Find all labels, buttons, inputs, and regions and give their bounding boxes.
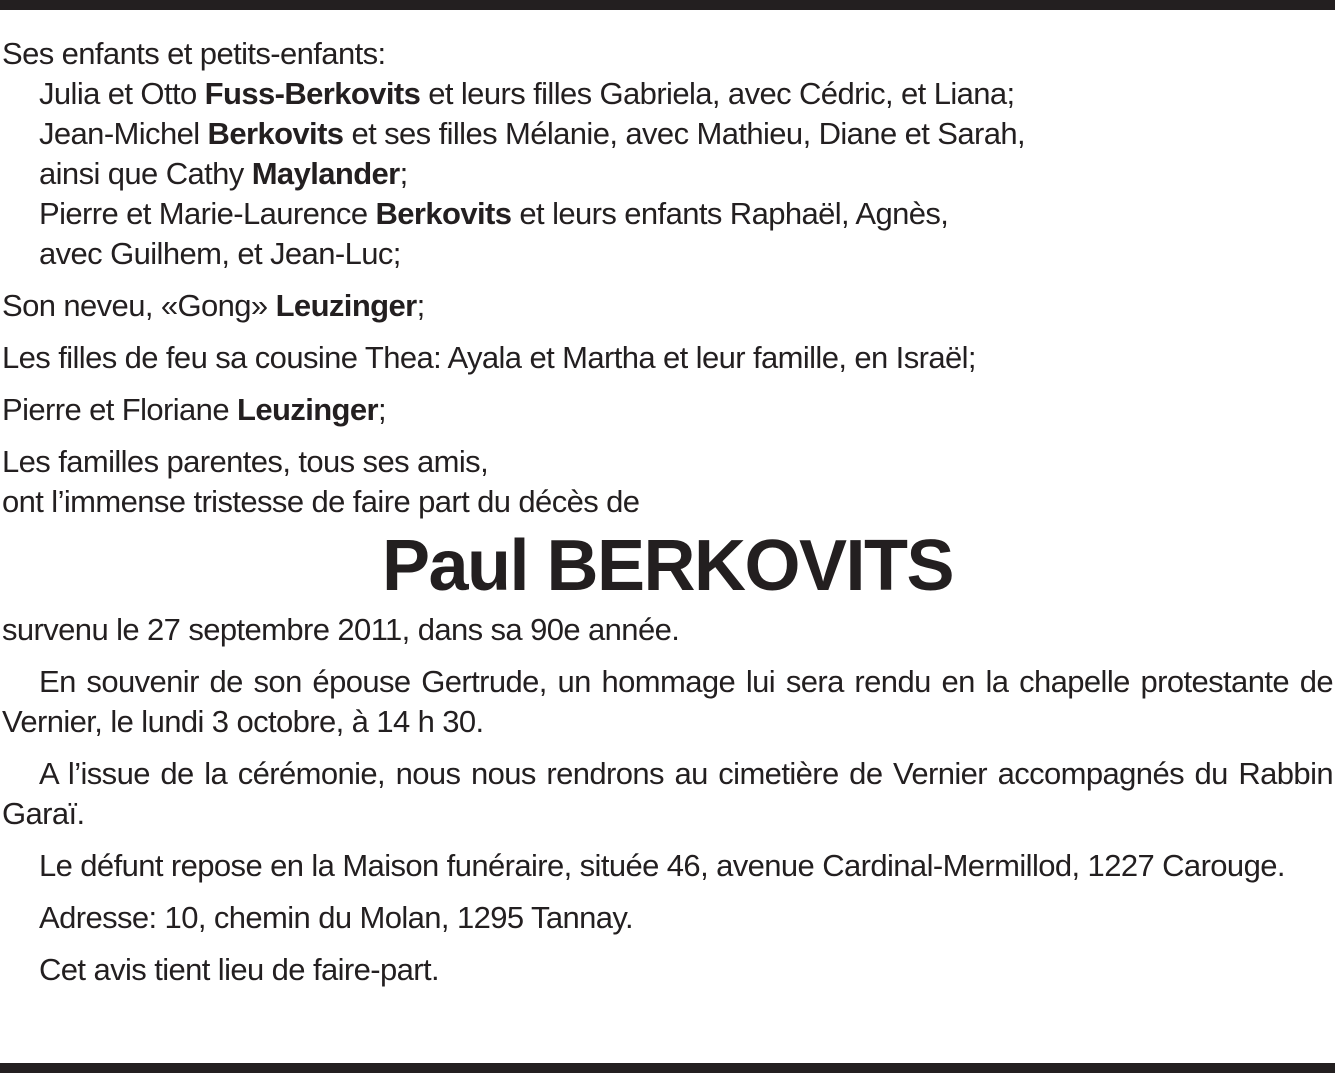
nephew-surname: Leuzinger	[275, 288, 417, 323]
family-line-text: et ses filles Mélanie, avec Mathieu, Diane et Sarah,	[343, 116, 1026, 151]
cemetery-paragraph: A l’issue de la cérémonie, nous nous rendrons au cimetière de Vernier accompagnés du Rabbin Garaï.	[2, 756, 1333, 831]
others-text: Pierre et Floriane	[2, 392, 237, 427]
family-line-5	[2, 234, 1333, 274]
family-line-text: ainsi que Cathy	[39, 156, 252, 191]
deceased-name: Paul BERKOVITS	[381, 526, 954, 606]
bottom-rule	[0, 1063, 1335, 1073]
family-line-text: ;	[399, 156, 408, 191]
rest-paragraph: Le défunt repose en la Maison funéraire, située 46, avenue Cardinal-Mermillod, 1227 Carouge.	[39, 848, 1285, 883]
address-paragraph: Adresse: 10, chemin du Molan, 1295 Tannay.	[39, 900, 634, 935]
nephew-text: Son neveu, «Gong»	[2, 288, 276, 323]
family-surname: Fuss-Berkovits	[204, 76, 421, 111]
closing-paragraph: Cet avis tient lieu de faire-part.	[39, 952, 440, 987]
family-line-3	[2, 154, 1333, 194]
others-line	[2, 390, 1333, 430]
family-surname: Berkovits	[207, 116, 344, 151]
family-line-text: Jean-Michel	[39, 116, 208, 151]
ceremony-paragraph: En souvenir de son épouse Gertrude, un hommage lui sera rendu en la chapelle protestante de Vernier, le lundi 3 octobre, à 14 h 30.	[2, 664, 1333, 739]
obituary-notice	[2, 34, 1333, 990]
family-line-2	[2, 114, 1333, 154]
family-line-text: Pierre et Marie-Laurence	[39, 196, 376, 231]
death-line: survenu le 27 septembre 2011, dans sa 90e année.	[2, 612, 680, 647]
relatives-line: Les familles parentes, tous ses amis,	[2, 444, 489, 479]
family-line-text: avec Guilhem, et Jean-Luc;	[39, 236, 401, 271]
family-surname: Maylander	[251, 156, 400, 191]
others-text: ;	[378, 392, 387, 427]
family-heading: Ses enfants et petits-enfants:	[2, 36, 386, 71]
family-line-text: et leurs filles Gabriela, avec Cédric, et Liana;	[420, 76, 1015, 111]
others-surname: Leuzinger	[236, 392, 378, 427]
nephew-line	[2, 286, 1333, 326]
nephew-text: ;	[416, 288, 425, 323]
family-line-4	[2, 194, 1333, 234]
top-rule	[0, 0, 1335, 10]
family-line-1	[2, 74, 1333, 114]
family-line-text: Julia et Otto	[39, 76, 205, 111]
family-surname: Berkovits	[375, 196, 512, 231]
family-line-text: et leurs enfants Raphaël, Agnès,	[511, 196, 949, 231]
announcement-line: ont l’immense tristesse de faire part du décès de	[2, 484, 640, 519]
cousins-line: Les filles de feu sa cousine Thea: Ayala et Martha et leur famille, en Israël;	[2, 340, 976, 375]
